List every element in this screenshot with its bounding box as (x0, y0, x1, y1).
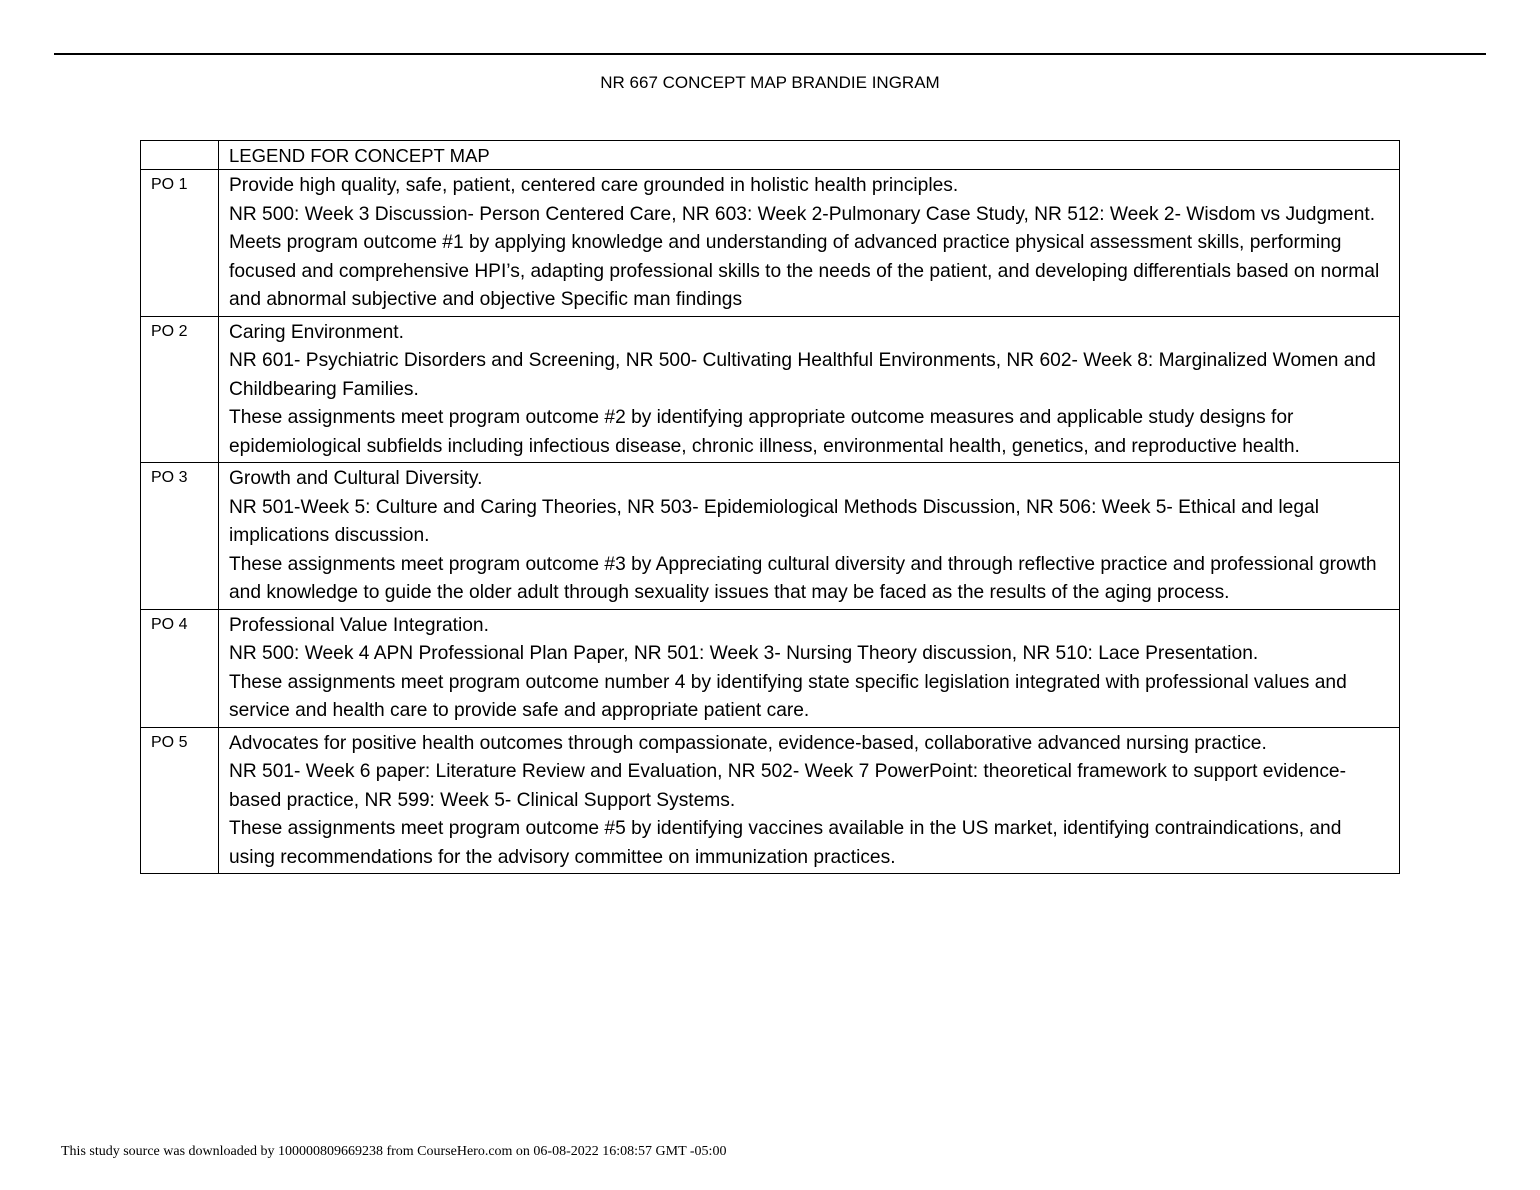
table-header-row (141, 141, 1400, 170)
table-row (141, 609, 1400, 727)
download-footer: This study source was downloaded by 100000809669238 from CourseHero.com on 06-08-2022 16:08:57 GMT -05:00 (61, 1144, 727, 1159)
po-description: Meets program outcome #1 by applying knowledge and understanding of advanced practice physical assessment skills, performing focused and comprehensive HPI’s, adapting professional skills to the needs of the patient, and developing differentials based on normal and abnormal subjective and objective Specific man findings (229, 232, 1380, 310)
po-description: These assignments meet program outcome #2 by identifying appropriate outcome measures and applicable study designs for epidemiological subfields including infectious disease, chronic illness, environmental health, genetics, and reproductive health. (229, 407, 1300, 457)
po-content (219, 463, 1400, 610)
po-courses: NR 500: Week 3 Discussion- Person Centered Care, NR 603: Week 2-Pulmonary Case Study, NR 512: Week 2- Wisdom vs Judgment. (229, 203, 1376, 225)
legend-table (140, 140, 1400, 874)
po-description: These assignments meet program outcome #5 by identifying vaccines available in the US market, identifying contraindications, and using recommendations for the advisory committee on immunization practices. (229, 818, 1342, 868)
po-courses: NR 501-Week 5: Culture and Caring Theories, NR 503- Epidemiological Methods Discussion, NR 506: Week 5- Ethical and legal implications discussion. (229, 496, 1319, 546)
header-label-cell (141, 141, 219, 170)
table-row (141, 316, 1400, 463)
po-description: These assignments meet program outcome #3 by Appreciating cultural diversity and through reflective practice and professional growth and knowledge to guide the older adult through sexuality issues that may be faced as the results of the aging process. (229, 553, 1377, 603)
po-content (219, 727, 1400, 874)
po-outcome: Advocates for positive health outcomes through compassionate, evidence-based, collaborative advanced nursing practice. (229, 732, 1267, 754)
po-outcome: Provide high quality, safe, patient, centered care grounded in holistic health principles. (229, 175, 959, 196)
table-row (141, 170, 1400, 317)
po-label: PO 5 (141, 727, 219, 874)
po-courses: NR 500: Week 4 APN Professional Plan Paper, NR 501: Week 3- Nursing Theory discussion, NR 510: Lace Presentation. (229, 643, 1259, 664)
po-courses: NR 601- Psychiatric Disorders and Screening, NR 500- Cultivating Healthful Environments, NR 602- Week 8: Marginalized Women and Childbearing Families. (229, 350, 1376, 400)
po-outcome: Growth and Cultural Diversity. (229, 468, 483, 489)
document-title: NR 667 CONCEPT MAP BRANDIE INGRAM (600, 73, 940, 92)
po-description: These assignments meet program outcome number 4 by identifying state specific legislation integrated with professional values and service and health care to provide safe and appropriate patient care. (229, 671, 1347, 721)
po-content (219, 316, 1400, 463)
legend-heading: LEGEND FOR CONCEPT MAP (219, 141, 1400, 170)
po-content (219, 170, 1400, 317)
po-courses: NR 501- Week 6 paper: Literature Review and Evaluation, NR 502- Week 7 PowerPoint: theoretical framework to support evidence-based practice, NR 599: Week 5- Clinical Support Systems. (229, 761, 1346, 811)
po-outcome: Professional Value Integration. (229, 614, 489, 636)
po-label: PO 1 (141, 170, 219, 317)
po-label: PO 4 (141, 609, 219, 727)
table-row (141, 727, 1400, 874)
po-outcome: Caring Environment. (229, 321, 404, 343)
table-row (141, 463, 1400, 610)
po-label: PO 3 (141, 463, 219, 610)
po-content (219, 609, 1400, 727)
po-label: PO 2 (141, 316, 219, 463)
header-rule (54, 53, 1486, 55)
